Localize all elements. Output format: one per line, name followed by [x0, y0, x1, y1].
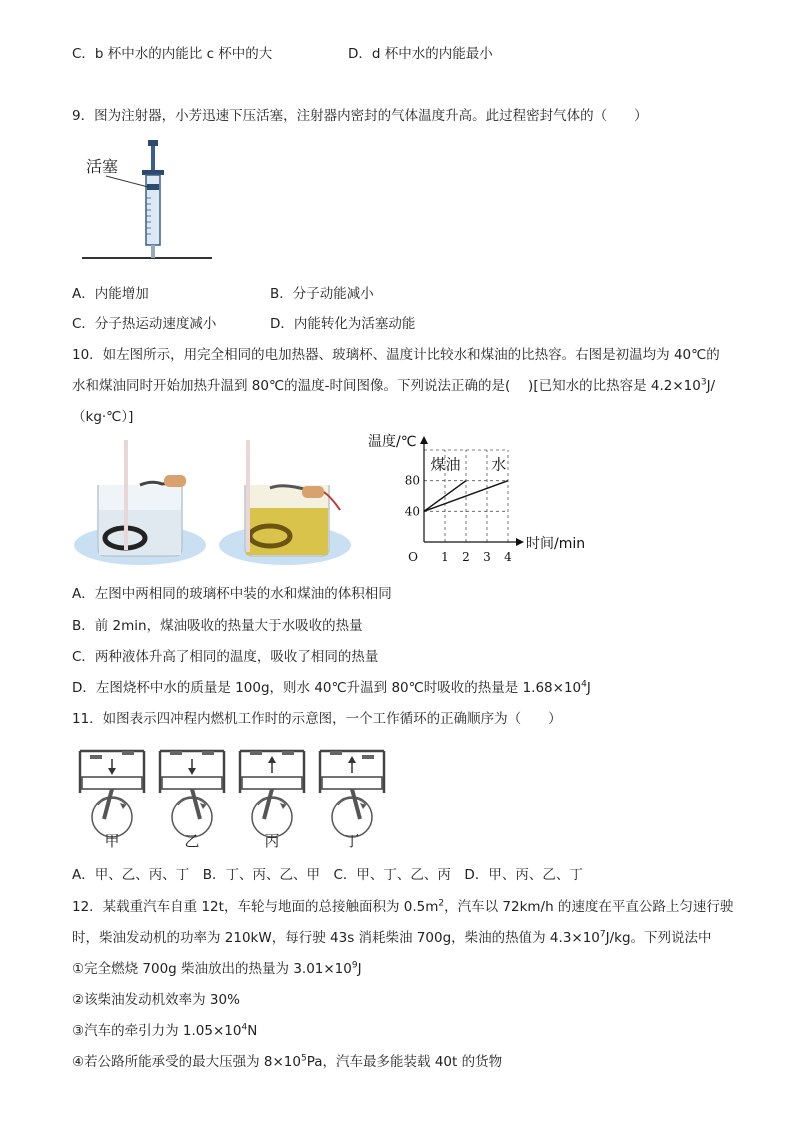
q10-stem-line2: 水和煤油同时开始加热升温到 80℃的温度-时间图像。下列说法正确的是( )[已知水的比热容是 $4.2\times 10^3J/$: [72, 377, 716, 394]
engine-strokes-figure: [72, 745, 392, 853]
q10-option-c: C．两种液体升高了相同的温度，吸收了相同的热量: [72, 649, 379, 665]
q9-stem: 9．图为注射器，小芳迅速下压活塞，注射器内密封的气体温度升高。此过程密封气体的（ ）: [72, 108, 648, 124]
engine-stroke-4: [320, 751, 384, 850]
exhaust-valve: [122, 751, 134, 755]
intake-valve: [250, 751, 262, 755]
q10-option-b: B．前 2min，煤油吸收的热量大于水吸收的热量: [72, 618, 363, 634]
beakers-figure: [70, 440, 360, 570]
piston: [322, 777, 382, 789]
intake-valve: [330, 751, 342, 755]
piston: [147, 184, 159, 190]
series-label-water: 水: [491, 455, 507, 474]
piston: [82, 777, 142, 789]
piston: [242, 777, 302, 789]
crank-circle: [252, 797, 292, 837]
q9-option-b: B．分子动能减小: [270, 286, 374, 302]
y-tick-label-40: 40: [404, 504, 420, 519]
x-axis-label: 时间/min: [526, 536, 586, 552]
q12-statement-2: ②该柴油发动机效率为 30%: [72, 992, 240, 1008]
origin-label: O: [408, 550, 418, 564]
chart-svg: [360, 430, 590, 570]
q10-stem-line1: 10．如左图所示，用完全相同的电加热器、玻璃杯、温度计比较水和煤油的比热容。右图是初温均为 40℃的: [72, 347, 720, 363]
intake-valve: [170, 751, 182, 755]
series-label-kerosene: 煤油: [430, 455, 461, 474]
q8-option-d: D．d 杯中水的内能最小: [348, 46, 493, 62]
piston: [162, 777, 222, 789]
q11-stem: 11．如图表示四冲程内燃机工作时的示意图，一个工作循环的正确顺序为（ ）: [72, 711, 562, 727]
q8-option-c: C．b 杯中水的内能比 c 杯中的大: [72, 46, 273, 62]
y-axis-arrow: [420, 436, 428, 444]
syringe-figure: [72, 136, 222, 266]
x-tick-label-3: 3: [483, 550, 491, 564]
y-axis-label: 温度/℃: [368, 434, 417, 450]
exhaust-valve: [282, 751, 294, 755]
q12-statement-4: ④若公路所能承受的最大压强为 $8\times 10^5Pa$，汽车最多能装载 40t 的货物: [72, 1053, 503, 1070]
motion-arrow-head: [268, 756, 276, 763]
crank-circle: [92, 797, 132, 837]
engine-stroke-3: [240, 751, 304, 850]
plunger-handle: [148, 140, 158, 146]
crank-circle: [172, 797, 212, 837]
q9-option-c: C．分子热运动速度减小: [72, 316, 217, 332]
y-tick-label-80: 80: [404, 473, 420, 488]
motion-arrow-head: [188, 768, 196, 775]
connecting-rod: [192, 789, 200, 819]
x-tick-label-2: 2: [462, 550, 470, 564]
q9-option-d: D．内能转化为活塞动能: [270, 316, 416, 332]
q12-stem-line1: 12．某载重汽车自重 12t，车轮与地面的总接触面积为 $0.5m^2$，汽车以 72km/h 的速度在平直公路上匀速行驶: [72, 898, 734, 915]
x-tick-label-1: 1: [441, 550, 449, 564]
crank-circle: [332, 797, 372, 837]
exhaust-valve: [362, 755, 374, 759]
connecting-rod: [352, 789, 360, 819]
connecting-rod: [264, 789, 272, 819]
q10-option-d: D．左图烧杯中水的质量是 100g，则水 40℃升温到 80℃时吸收的热量是 $1.68\times 10^4J$: [72, 679, 591, 696]
q12-statement-1: ①完全燃烧 700g 柴油放出的热量为 $3.01\times 10^9J$: [72, 960, 362, 977]
connecting-rod: [104, 789, 112, 819]
q9-option-a: A．内能增加: [72, 286, 149, 302]
stroke-label: 丙: [264, 832, 280, 850]
stroke-label: 乙: [184, 832, 200, 850]
temperature-time-chart: [360, 430, 590, 570]
q10-option-a: A．左图中两相同的玻璃杯中装的水和煤油的体积相同: [72, 586, 392, 602]
piston-label: 活塞: [86, 157, 119, 176]
motion-arrow-head: [108, 768, 116, 775]
q11-options: A．甲、乙、丙、丁 B．丁、丙、乙、甲 C．甲、丁、乙、丙 D．甲、丙、乙、丁: [72, 867, 583, 883]
exhaust-valve: [202, 751, 214, 755]
intake-valve: [90, 755, 102, 759]
motion-arrow-head: [348, 756, 356, 763]
x-axis-arrow: [516, 538, 524, 546]
engine-stroke-2: [160, 751, 224, 850]
x-tick-label-4: 4: [504, 550, 512, 564]
q12-stem-line2: 时，柴油发动机的功率为 210kW，每行驶 43s 消耗柴油 700g，柴油的热值为 $4.3\times 10^7J/kg$。下列说法中: [72, 929, 712, 946]
q10-stem-line3: （kg·℃）]: [72, 409, 134, 425]
q12-statement-3: ③汽车的牵引力为 $1.05\times 10^4N$: [72, 1022, 258, 1039]
engine-stroke-1: [80, 751, 144, 850]
stroke-label: 甲: [104, 832, 120, 850]
stroke-label: 丁: [344, 832, 360, 850]
